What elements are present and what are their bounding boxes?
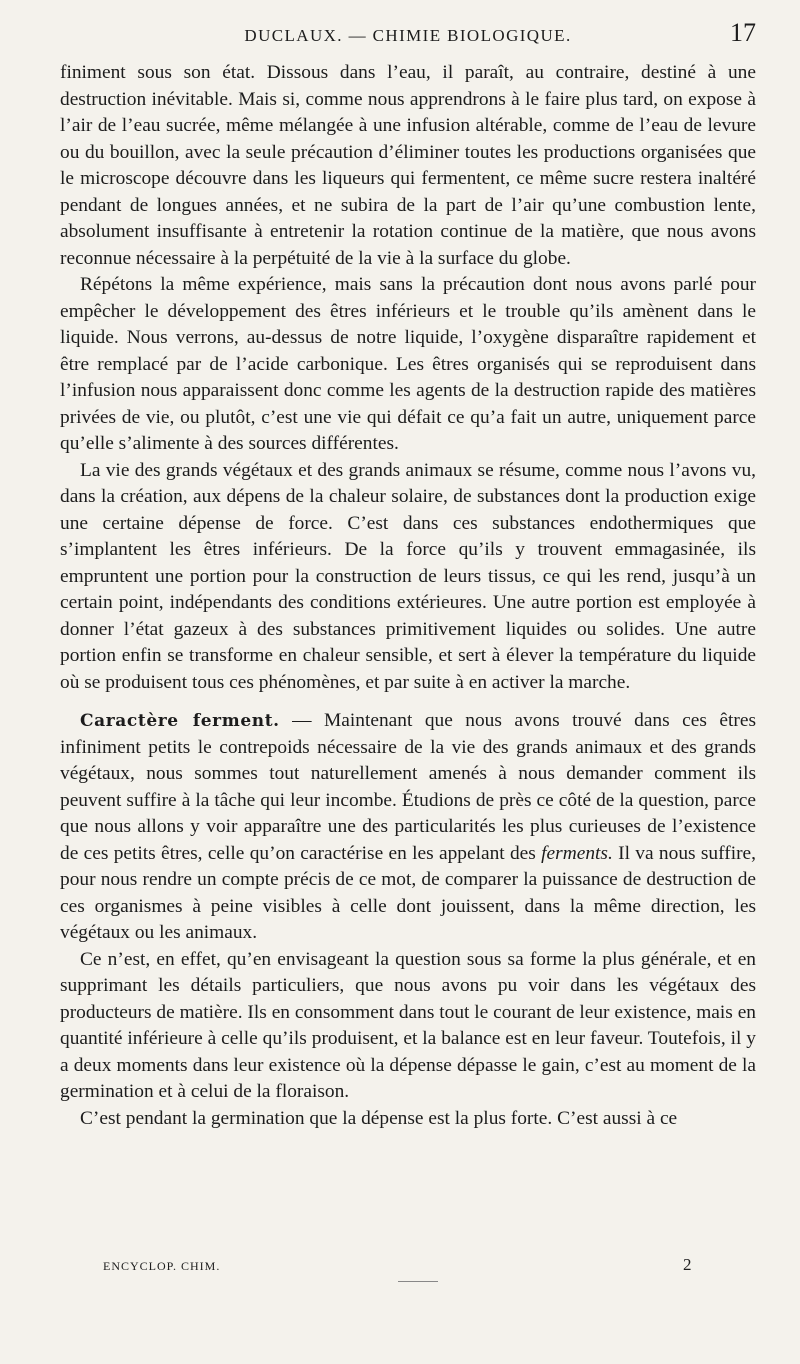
paragraph-4-text: — Maintenant que nous avons trouvé dans ces êtres infiniment petits le contrepoids nécessaire de la vie des grands animaux et des grands végétaux, nous sommes tout naturellement amenés à nous demander comment ils peuvent suffire à la tâche qui leur incombe. Étudions de près ce côté de la question, parce que nous allons y voir apparaître une des particularités les plus curieuses de l’existence de ces petits êtres, celle qu’on caractérise en les appelant des: [60, 710, 756, 864]
paragraph-3: La vie des grands végétaux et des grands animaux se résume, comme nous l’avons vu, dans la création, aux dépens de la chaleur solaire, de substances dont la production exige une certaine dépense de force. C’est dans ces substances endothermiques que s’implantent les êtres inférieurs. De la force qu’ils y trouvent emmagasinée, ils empruntent une portion pour la construction de leurs tissus, ce qui les rend, jusqu’à un certain point, indépendants des conditions extérieures. Une autre portion est employée à donner l’état gazeux à des substances primitivement liquides ou solides. Une autre portion enfin se transforme en chaleur sensible, et sert à élever la température du liquide où se produisent tous ces phénomènes, et par suite à en activer la marche.: [60, 459, 756, 693]
footer-divider: [398, 1281, 438, 1282]
page-number: 17: [730, 18, 756, 47]
section-gap: [60, 696, 756, 708]
section-heading: Caractère ferment.: [80, 711, 280, 731]
running-head: [60, 18, 756, 52]
paragraph-4: [60, 708, 756, 947]
paragraph-5: Ce n’est, en effet, qu’en envisageant la question sous sa forme la plus générale, et en supprimant les détails particuliers, que nous avons pu voir dans les végétaux des producteurs de matière. Ils en consomment dans tout le courant de leur existence, mais en quantité inférieure à celle qu’ils produisent, et la balance est en leur faveur. Toutefois, il y a deux moments dans leur existence où la dépense dépasse le gain, c’est au moment de la germination et à celui de la floraison.: [60, 948, 756, 1102]
italic-term: ferments.: [541, 842, 613, 864]
paragraph-4-tail: Il va nous suffire, pour nous rendre un compte précis de ce mot, de comparer la puissance de destruction de ces organismes à peine visibles à celle dont jouissent, dans la même direction, les végétaux ou les animaux.: [60, 842, 756, 943]
paragraph-1: finiment sous son état. Dissous dans l’eau, il paraît, au contraire, destiné à une destruction inévitable. Mais si, comme nous apprendrons à le faire plus tard, on expose à l’air de l’eau sucrée, même mélangée à une infusion altérable, comme de l’eau de levure ou du bouillon, avec la seule précaution d’éliminer toutes les productions organisées que le microscope découvre dans les liqueurs qui fermentent, ce même sucre restera inaltéré pendant de longues années, et ne subira de la part de l’air qu’une combustion lente, absolument insuffisante à entretenir la rotation continue de la matière, que nous avons reconnue nécessaire à la perpétuité de la vie à la surface du globe.: [60, 62, 756, 269]
running-title: DUCLAUX. — CHIMIE BIOLOGIQUE.: [244, 26, 572, 45]
footer-label: ENCYCLOP. CHIM.: [103, 1259, 221, 1273]
signature-number: 2: [683, 1255, 692, 1274]
paragraph-6: C’est pendant la germination que la dépense est la plus forte. C’est aussi à ce: [80, 1107, 678, 1129]
paragraph-2: Répétons la même expérience, mais sans la précaution dont nous avons parlé pour empêcher le développement des êtres inférieurs et le trouble qu’ils amènent dans le liquide. Nous verrons, au-dessus de notre liquide, l’oxygène disparaître rapidement et être remplacé par de l’acide carbonique. Les êtres organisés qui se reproduisent dans l’infusion nous apparaissent donc comme les agents de la destruction rapide des matières privées de vie, ou plutôt, c’est une vie qui défait ce qu’a fait un autre, uniquement parce qu’elle s’alimente à des sources différentes.: [60, 274, 756, 454]
page-footer: [103, 1255, 703, 1283]
body-text: [60, 60, 756, 1132]
